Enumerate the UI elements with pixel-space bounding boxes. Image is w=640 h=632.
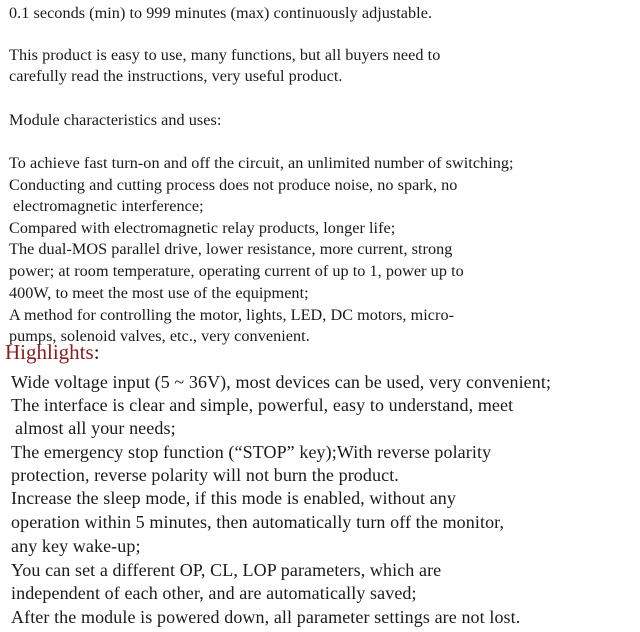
- highlight-line: Increase the sleep mode, if this mode is enabled, without any: [11, 488, 456, 508]
- highlight-line: The interface is clear and simple, powerful, easy to understand, meet: [11, 395, 514, 415]
- highlight-line: You can set a different OP, CL, LOP parameters, which are: [11, 560, 442, 580]
- intro-line: 0.1 seconds (min) to 999 minutes (max) continuously adjustable.: [9, 4, 433, 22]
- highlights-heading-word: Highlights: [5, 340, 94, 364]
- highlight-line: operation within 5 minutes, then automatically turn off the monitor,: [11, 512, 505, 532]
- intro-line: A method for controlling the motor, lights, LED, DC motors, micro-: [9, 306, 455, 324]
- section-subheading: Module characteristics and uses:: [9, 111, 222, 129]
- highlight-line: Wide voltage input (5 ~ 36V), most devices can be used, very convenient;: [11, 372, 552, 392]
- intro-line: 400W, to meet the most use of the equipment;: [9, 284, 309, 302]
- highlights-heading: [5, 342, 100, 363]
- intro-line: carefully read the instructions, very useful product.: [9, 67, 343, 85]
- highlight-line: almost all your needs;: [15, 418, 176, 438]
- intro-line: power; at room temperature, operating current of up to 1, power up to: [9, 262, 464, 280]
- highlight-line: The emergency stop function (“STOP” key);With reverse polarity: [11, 442, 492, 462]
- intro-line: The dual-MOS parallel drive, lower resistance, more current, strong: [9, 240, 453, 258]
- intro-line: This product is easy to use, many functions, but all buyers need to: [9, 46, 441, 64]
- highlights-heading-colon: :: [93, 340, 100, 364]
- intro-line: To achieve fast turn-on and off the circuit, an unlimited number of switching;: [9, 154, 514, 172]
- intro-line: pumps, solenoid valves, etc., very convenient.: [9, 327, 310, 345]
- highlight-line: independent of each other, and are automatically saved;: [11, 583, 417, 603]
- highlight-line: After the module is powered down, all parameter settings are not lost.: [11, 607, 521, 627]
- intro-line: electromagnetic interference;: [13, 197, 204, 215]
- intro-line: Compared with electromagnetic relay products, longer life;: [9, 219, 396, 237]
- intro-line: Conducting and cutting process does not produce noise, no spark, no: [9, 176, 458, 194]
- highlight-line: protection, reverse polarity will not burn the product.: [11, 465, 399, 485]
- highlight-line: any key wake-up;: [11, 536, 141, 556]
